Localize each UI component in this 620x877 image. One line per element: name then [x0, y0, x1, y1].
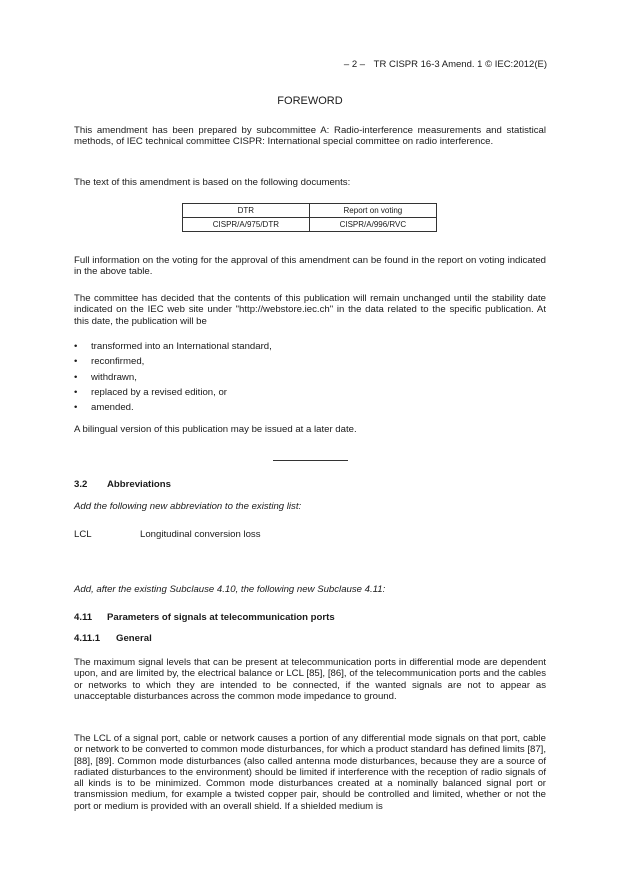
- table-cell: CISPR/A/996/RVC: [309, 218, 436, 232]
- section-3-2-heading: [74, 479, 171, 490]
- table-header-row: [183, 204, 437, 218]
- abbreviation-definition: Longitudinal conversion loss: [140, 529, 261, 540]
- bullet-icon: •: [74, 341, 78, 352]
- abbreviation-entry: [74, 529, 261, 540]
- table-cell: CISPR/A/975/DTR: [183, 218, 310, 232]
- table-header-cell: DTR: [183, 204, 310, 218]
- stability-paragraph: The committee has decided that the contents of this publication will remain unchanged until the stability date indicated on the IEC web site under "http://webstore.iec.ch" in the data related to the specific publication. At this date, the publication will be: [74, 293, 546, 327]
- page-title: FOREWORD: [277, 95, 343, 107]
- general-paragraph-2: The LCL of a signal port, cable or network causes a portion of any differential mode signals on that port, cable or network to be converted to common mode disturbances, for which a product standard has defined limits [87], [88], [89]. Common mode disturbances (also called antenna mode disturbances, because they are a source of radiated disturbances to the environment) should be limited if interference with the reception of radio signals of all kinds is to be minimized. Common mode disturbances created at a nominally balanced signal port or transmission medium, for example a twisted copper pair, should be controlled and limited, whether or not the port or medium is provided with an overall shield. If a shielded medium is: [74, 733, 546, 812]
- bullet-icon: •: [74, 402, 78, 414]
- list-item: • transformed into an International standard,: [74, 339, 272, 354]
- section-4-11-1-heading: [74, 633, 152, 644]
- list-item: • withdrawn,: [74, 370, 272, 385]
- bullet-icon: •: [74, 356, 78, 368]
- table-header-cell: Report on voting: [309, 204, 436, 218]
- section-number: 4.11: [74, 612, 93, 623]
- list-item: • reconfirmed,: [74, 354, 272, 369]
- abbreviation-instruction: Add the following new abbreviation to the existing list:: [74, 501, 302, 512]
- section-divider: [273, 460, 348, 461]
- voting-table: [182, 203, 437, 232]
- section-4-11-heading: [74, 612, 335, 623]
- document-id: TR CISPR 16-3 Amend. 1 © IEC:2012(E): [373, 59, 547, 70]
- section-title: Abbreviations: [107, 479, 171, 490]
- intro-paragraph: This amendment has been prepared by subcommittee A: Radio-interference measurements and statistical methods, of IEC technical committee CISPR: International special committee on radio interference.: [74, 125, 546, 148]
- bullet-icon: •: [74, 371, 78, 383]
- section-number: 3.2: [74, 479, 88, 490]
- subclause-instruction: Add, after the existing Subclause 4.10, the following new Subclause 4.11:: [74, 584, 386, 595]
- bilingual-note: A bilingual version of this publication may be issued at a later date.: [74, 424, 357, 435]
- bullet-icon: •: [74, 386, 78, 398]
- page-number: – 2 –: [343, 59, 366, 70]
- documents-sentence: The text of this amendment is based on the following documents:: [74, 177, 351, 188]
- section-title: General: [116, 633, 152, 644]
- general-paragraph-1: The maximum signal levels that can be present at telecommunication ports in differential mode are dependent upon, and are limited by, the electrical balance or LCL [85], [86], of the telecommunication ports and the cables or networks to which they are intended to be connected, if the wanted signals are not to appear as unacceptable disturbances across the common mode impedance to ground.: [74, 657, 546, 702]
- voting-info-paragraph: Full information on the voting for the approval of this amendment can be found in the report on voting indicated in the above table.: [74, 255, 546, 278]
- section-title: Parameters of signals at telecommunication ports: [107, 612, 335, 623]
- publication-outcome-list: [74, 339, 272, 415]
- section-number: 4.11.1: [74, 633, 101, 644]
- abbreviation-term: LCL: [74, 529, 92, 540]
- list-item: • amended.: [74, 400, 272, 415]
- table-row: [183, 218, 437, 232]
- page-header: [344, 59, 547, 70]
- list-item: • replaced by a revised edition, or: [74, 385, 272, 400]
